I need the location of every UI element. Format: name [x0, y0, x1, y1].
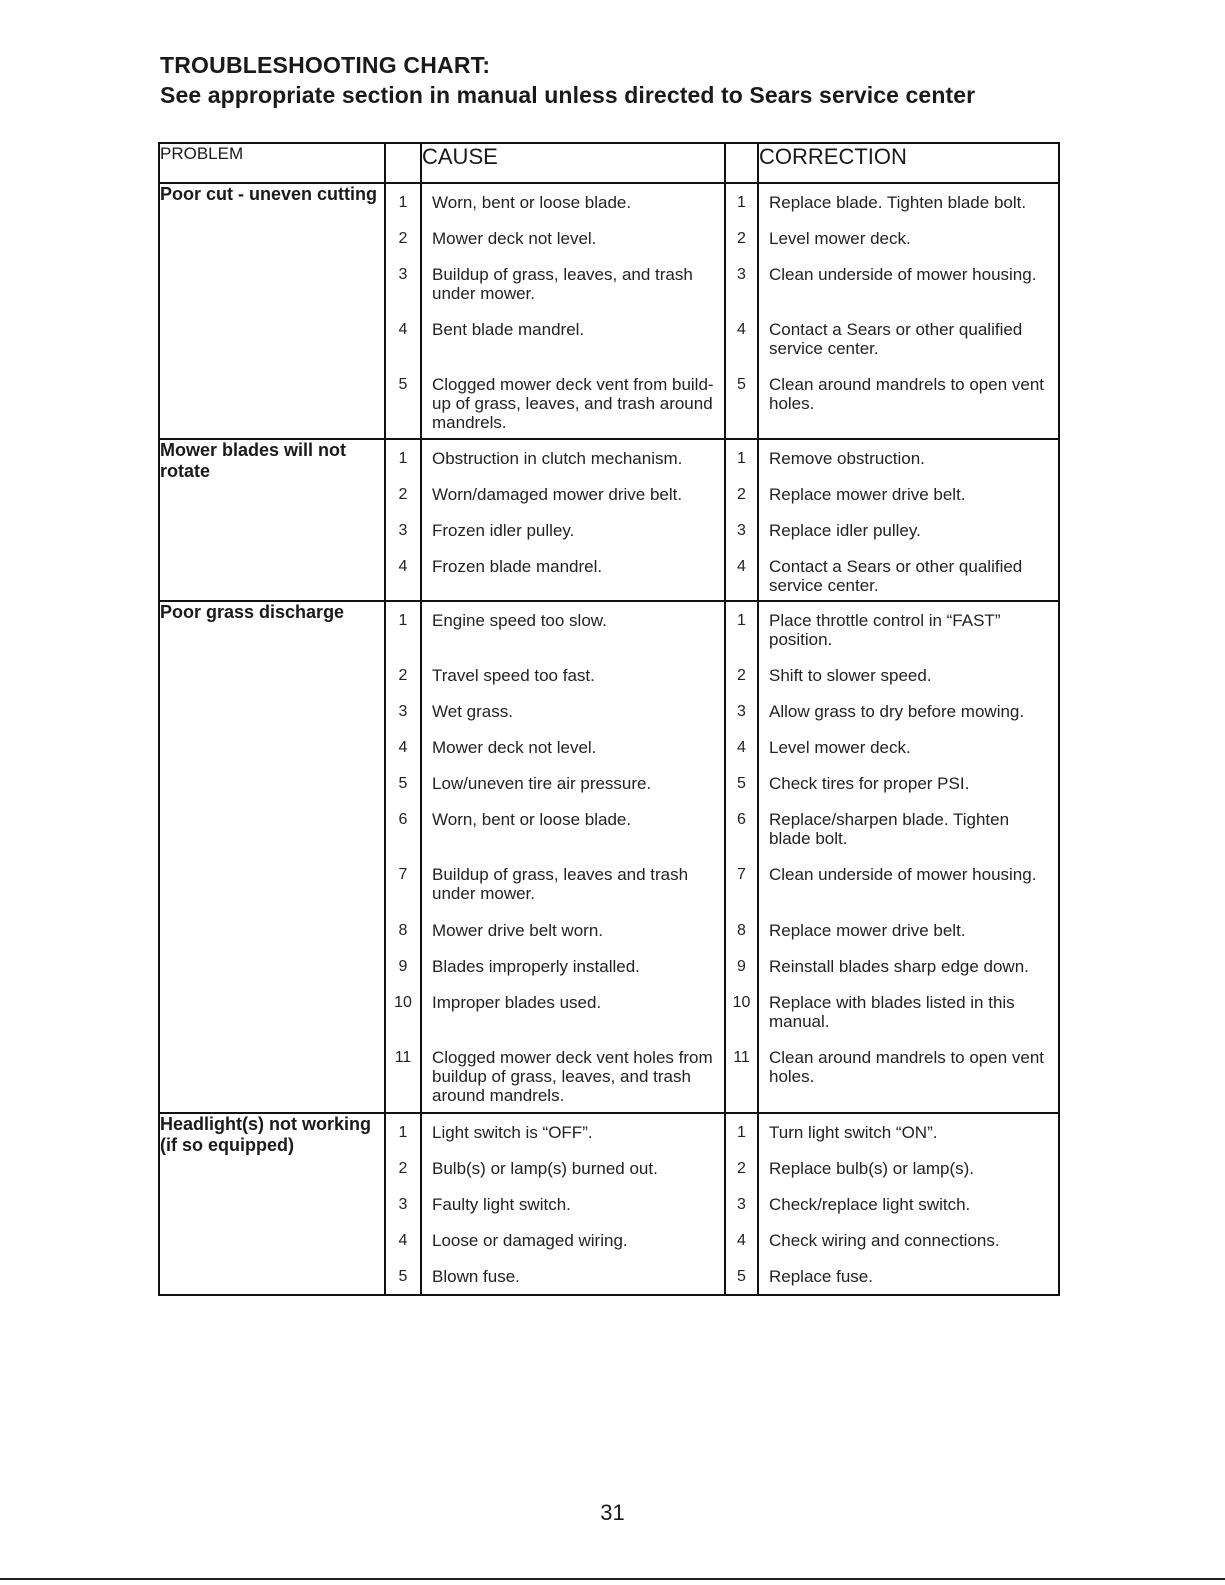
correction-text: Replace bulb(s) or lamp(s).: [769, 1159, 975, 1178]
cause-number: 2: [398, 230, 408, 247]
cause-number: 3: [398, 1196, 408, 1213]
correction-number: 5: [737, 1268, 746, 1285]
correction-number: 3: [737, 266, 746, 283]
header-row: [159, 143, 1059, 183]
correction-text: Turn light switch “ON”.: [769, 1123, 938, 1142]
correction-text: Clean underside of mower housing.: [769, 865, 1037, 884]
correction-text: Reinstall blades sharp edge down.: [769, 957, 1029, 976]
cause-text: Bulb(s) or lamp(s) burned out.: [432, 1159, 658, 1178]
cause-text: Mower deck not level.: [432, 229, 597, 248]
problem-group: [159, 601, 1059, 1113]
header-correction: CORRECTION: [758, 143, 1059, 183]
cause-number: 2: [398, 1160, 408, 1177]
header-problem: PROBLEM: [159, 143, 385, 183]
cause-text-column: [421, 183, 725, 439]
correction-number: 6: [737, 811, 746, 828]
cause-text: Blades improperly installed.: [432, 957, 640, 976]
cause-number: 4: [398, 321, 408, 338]
cause-number-column: [385, 439, 421, 601]
bottom-rule: [0, 1578, 1225, 1580]
correction-number: 1: [737, 194, 746, 211]
correction-number: 4: [737, 739, 746, 756]
cause-number: 11: [394, 1049, 412, 1066]
correction-number: 3: [737, 522, 746, 539]
cause-text: Clogged mower deck vent holes from buildup of grass, leaves, and trash around mandrels.: [432, 1048, 713, 1105]
cause-number: 7: [398, 866, 408, 883]
correction-text-column: [758, 183, 1059, 439]
correction-number: 2: [737, 230, 746, 247]
header-cause-number: [385, 143, 421, 183]
correction-text: Replace idler pulley.: [769, 521, 921, 540]
correction-text: Replace/sharpen blade. Tighten blade bolt.: [769, 810, 1010, 848]
cause-number: 8: [398, 922, 408, 939]
cause-text-column: [421, 601, 725, 1113]
correction-number: 3: [737, 703, 746, 720]
correction-text: Replace with blades listed in this manual.: [769, 993, 1015, 1031]
correction-number: 5: [737, 376, 746, 393]
cause-text: Improper blades used.: [432, 993, 602, 1012]
cause-number: 1: [398, 194, 408, 211]
correction-text: Contact a Sears or other qualified service center.: [769, 557, 1023, 595]
correction-text: Allow grass to dry before mowing.: [769, 702, 1025, 721]
cause-text: Mower drive belt worn.: [432, 921, 604, 940]
problem-group: [159, 439, 1059, 601]
cause-number: 1: [398, 612, 408, 629]
table-row: [159, 439, 1059, 601]
cause-number: 1: [398, 1124, 408, 1141]
cause-text: Frozen blade mandrel.: [432, 557, 603, 576]
correction-number: 9: [737, 958, 746, 975]
troubleshooting-table: [158, 142, 1060, 1296]
cause-text: Buildup of grass, leaves, and trash under mower.: [432, 265, 693, 303]
correction-number: 3: [737, 1196, 746, 1213]
cause-text: Travel speed too fast.: [432, 666, 595, 685]
problem-label: Headlight(s) not working (if so equipped): [159, 1113, 385, 1295]
correction-text: Level mower deck.: [769, 738, 911, 757]
cause-number: 1: [398, 450, 408, 467]
cause-text: Engine speed too slow.: [432, 611, 607, 630]
problem-label: Mower blades will not rotate: [159, 439, 385, 601]
cause-text: Mower deck not level.: [432, 738, 597, 757]
cause-text-column: [421, 1113, 725, 1295]
cause-number: 9: [398, 958, 408, 975]
cause-number: 5: [398, 376, 408, 393]
cause-number: 3: [398, 703, 408, 720]
correction-number: 2: [737, 667, 746, 684]
header-correction-number: [725, 143, 758, 183]
cause-text: Wet grass.: [432, 702, 513, 721]
correction-number-column: [725, 1113, 758, 1295]
correction-text: Remove obstruction.: [769, 449, 925, 468]
correction-number: 8: [737, 922, 746, 939]
cause-text: Buildup of grass, leaves and trash under mower.: [432, 865, 689, 903]
correction-text: Replace mower drive belt.: [769, 485, 966, 504]
correction-number: 4: [737, 321, 746, 338]
correction-text: Check wiring and connections.: [769, 1231, 1000, 1250]
cause-number: 5: [398, 775, 408, 792]
correction-number-column: [725, 439, 758, 601]
cause-number-column: [385, 601, 421, 1113]
correction-number: 10: [732, 994, 751, 1011]
cause-number: 4: [398, 739, 408, 756]
correction-text-column: [758, 1113, 1059, 1295]
cause-text: Blown fuse.: [432, 1267, 520, 1286]
correction-text: Replace mower drive belt.: [769, 921, 966, 940]
cause-number: 6: [398, 811, 408, 828]
correction-number: 7: [737, 866, 746, 883]
cause-text-column: [421, 439, 725, 601]
cause-text: Low/uneven tire air pressure.: [432, 774, 652, 793]
correction-number: 4: [737, 1232, 746, 1249]
cause-number-column: [385, 183, 421, 439]
table-row: [159, 183, 1059, 439]
cause-text: Worn, bent or loose blade.: [432, 810, 632, 829]
header-cause: CAUSE: [421, 143, 725, 183]
correction-number: 1: [737, 612, 746, 629]
correction-number: 4: [737, 558, 746, 575]
correction-number-column: [725, 183, 758, 439]
correction-text: Clean around mandrels to open vent holes.: [769, 1048, 1045, 1086]
cause-text: Light switch is “OFF”.: [432, 1123, 593, 1142]
problem-group: [159, 1113, 1059, 1295]
cause-number: 2: [398, 667, 408, 684]
correction-text: Clean around mandrels to open vent holes.: [769, 375, 1045, 413]
correction-number-column: [725, 601, 758, 1113]
cause-number: 4: [398, 1232, 408, 1249]
correction-number: 5: [737, 775, 746, 792]
correction-text: Level mower deck.: [769, 229, 911, 248]
correction-number: 1: [737, 450, 746, 467]
problem-label: Poor grass discharge: [159, 601, 385, 1113]
cause-number-column: [385, 1113, 421, 1295]
chart-title: TROUBLESHOOTING CHART:: [160, 52, 491, 78]
correction-number: 11: [733, 1049, 750, 1066]
cause-number: 3: [398, 522, 408, 539]
correction-number: 2: [737, 1160, 746, 1177]
cause-number: 3: [398, 266, 408, 283]
correction-number: 1: [737, 1124, 746, 1141]
correction-text: Replace blade. Tighten blade bolt.: [769, 193, 1027, 212]
chart-subtitle: See appropriate section in manual unless directed to Sears service center: [160, 82, 976, 108]
problem-group: [159, 183, 1059, 439]
cause-text: Faulty light switch.: [432, 1195, 571, 1214]
table-row: [159, 601, 1059, 1113]
correction-text-column: [758, 601, 1059, 1113]
correction-text: Check tires for proper PSI.: [769, 774, 970, 793]
correction-text-column: [758, 439, 1059, 601]
cause-number: 2: [398, 486, 408, 503]
cause-text: Worn, bent or loose blade.: [432, 193, 632, 212]
cause-text: Obstruction in clutch mechanism.: [432, 449, 683, 468]
cause-number: 5: [398, 1268, 408, 1285]
cause-text: Bent blade mandrel.: [432, 320, 585, 339]
cause-text: Worn/damaged mower drive belt.: [432, 485, 683, 504]
correction-text: Check/replace light switch.: [769, 1195, 971, 1214]
correction-text: Contact a Sears or other qualified service center.: [769, 320, 1023, 358]
correction-text: Clean underside of mower housing.: [769, 265, 1037, 284]
problem-label: Poor cut - uneven cutting: [159, 183, 385, 439]
page-number: 31: [600, 1500, 625, 1525]
cause-number: 4: [398, 558, 408, 575]
cause-text: Loose or damaged wiring.: [432, 1231, 628, 1250]
correction-number: 2: [737, 486, 746, 503]
cause-text: Frozen idler pulley.: [432, 521, 575, 540]
correction-text: Replace fuse.: [769, 1267, 873, 1286]
table-row: [159, 1113, 1059, 1295]
cause-number: 10: [394, 994, 412, 1011]
cause-text: Clogged mower deck vent from build-up of grass, leaves, and trash around mandrels.: [432, 375, 714, 432]
correction-text: Place throttle control in “FAST” position.: [769, 611, 1001, 649]
correction-text: Shift to slower speed.: [769, 666, 932, 685]
